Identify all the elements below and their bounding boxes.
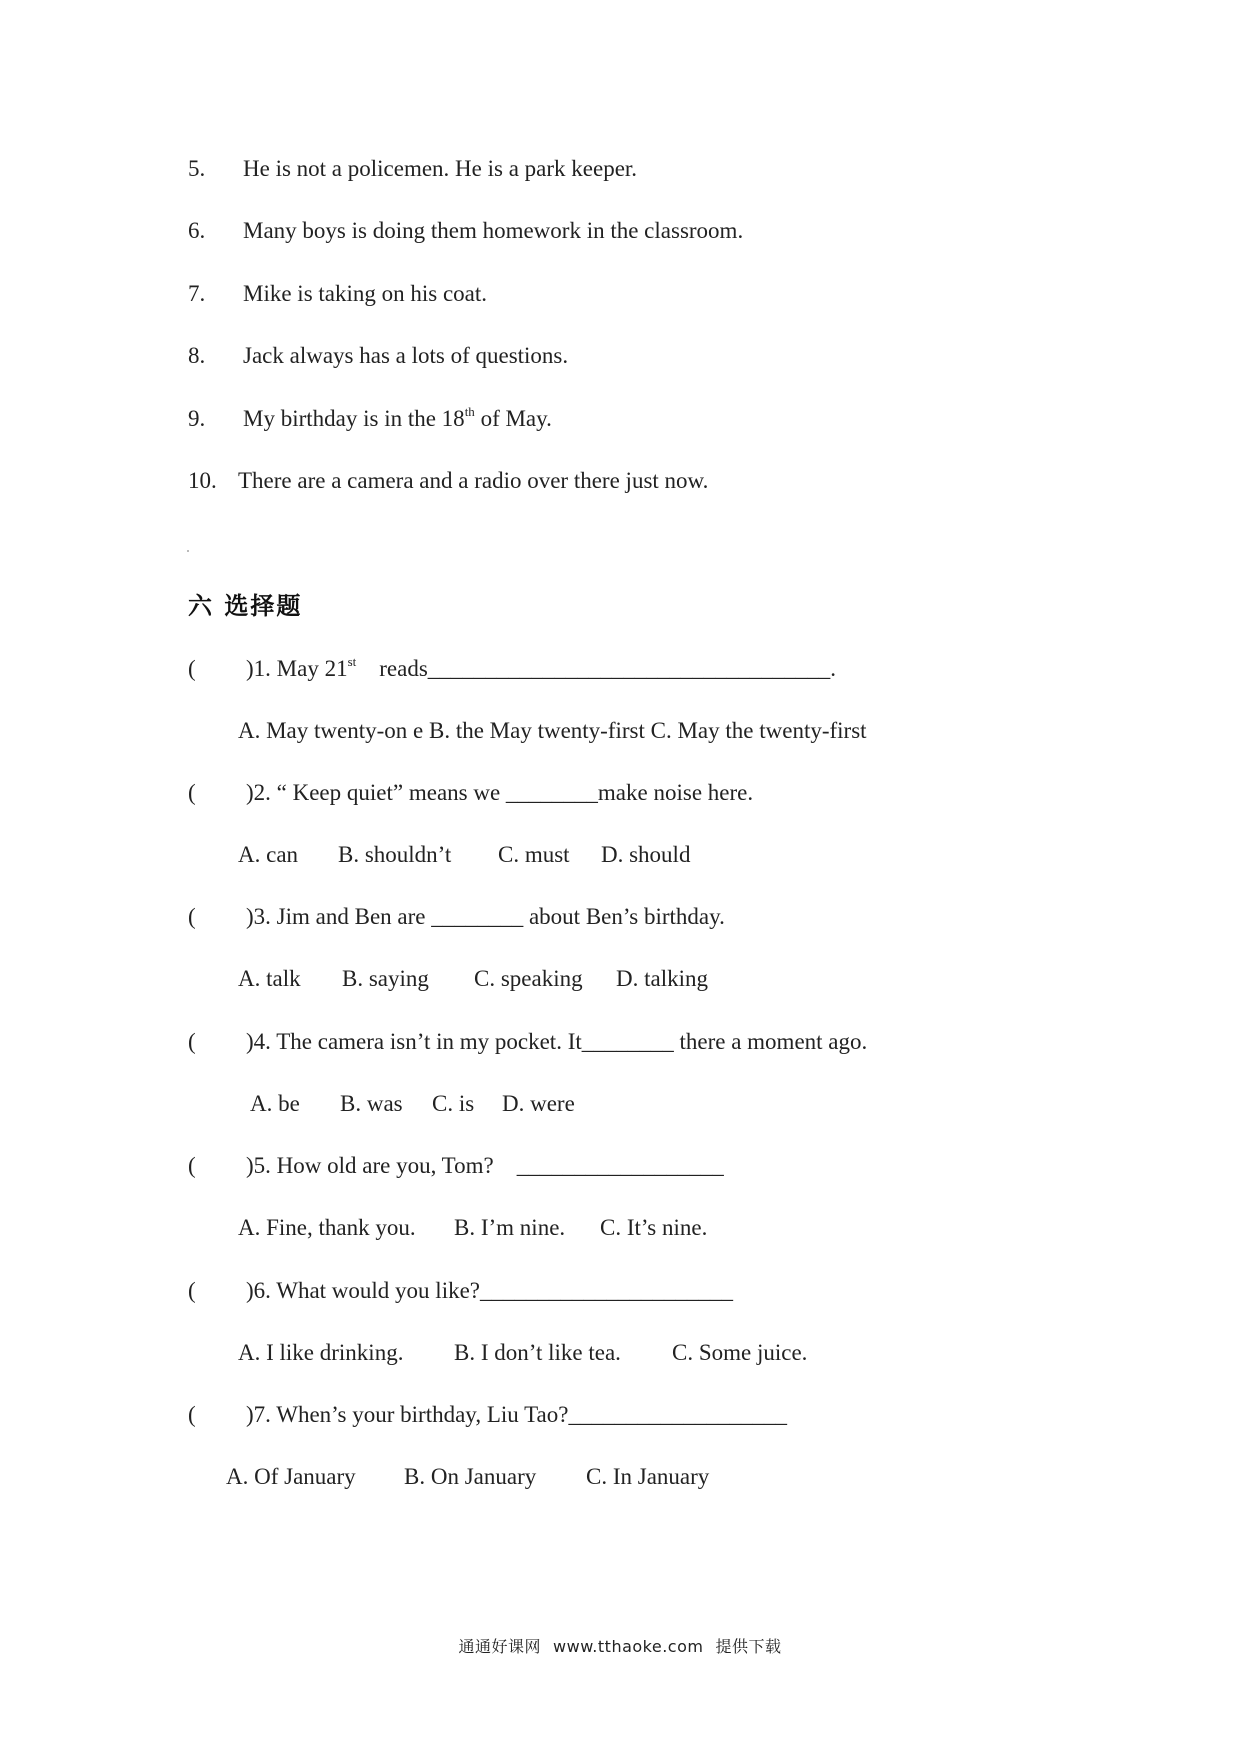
question-5 bbox=[188, 1151, 724, 1181]
footer-url[interactable]: www.tthaoke.com bbox=[553, 1637, 704, 1656]
answer-paren[interactable]: ( bbox=[188, 1402, 196, 1427]
item-text-pre: My birthday is in the 18 bbox=[243, 406, 465, 431]
question-7-options bbox=[226, 1462, 709, 1492]
question-text: )4. The camera isn’t in my pocket. It________ there a moment ago. bbox=[246, 1029, 868, 1054]
item-number: 10. bbox=[188, 468, 217, 493]
item-text bbox=[243, 404, 552, 434]
option-c: C. speaking bbox=[474, 966, 583, 991]
option-a: A. May twenty-on e B. the May twenty-first C. May the twenty-first bbox=[238, 718, 867, 743]
question-2-options bbox=[238, 840, 690, 870]
question-6-options bbox=[238, 1338, 807, 1368]
answer-paren[interactable]: ( bbox=[188, 904, 196, 929]
item-text: Many boys is doing them homework in the classroom. bbox=[243, 218, 744, 243]
question-text: )3. Jim and Ben are ________ about Ben’s birthday. bbox=[246, 904, 725, 929]
item-number: 5. bbox=[188, 156, 206, 181]
footer-suffix: 提供下载 bbox=[715, 1637, 782, 1656]
option-b: B. was bbox=[340, 1091, 403, 1116]
option-d: D. should bbox=[601, 842, 691, 867]
item-number: 8. bbox=[188, 343, 206, 368]
option-c: C. must bbox=[498, 842, 570, 867]
option-c: C. is bbox=[432, 1091, 475, 1116]
page-footer bbox=[0, 1634, 1240, 1657]
option-c: C. In January bbox=[586, 1464, 710, 1489]
option-a: A. Fine, thank you. bbox=[238, 1215, 416, 1240]
question-text-pre: )1. May 21 bbox=[246, 656, 348, 681]
question-3-options bbox=[238, 964, 708, 994]
item-number: 9. bbox=[188, 406, 206, 431]
question-1-options bbox=[238, 716, 867, 746]
item-text: There are a camera and a radio over there just now. bbox=[238, 468, 709, 493]
item-text: Jack always has a lots of questions. bbox=[243, 343, 569, 368]
option-a: A. can bbox=[238, 842, 299, 867]
option-b: B. shouldn’t bbox=[338, 842, 452, 867]
question-text: )2. “ Keep quiet” means we ________make noise here. bbox=[246, 780, 754, 805]
option-d: D. were bbox=[502, 1091, 575, 1116]
question-text: )7. When’s your birthday, Liu Tao?___________________ bbox=[246, 1402, 787, 1427]
ordinal-suffix: st bbox=[347, 654, 357, 669]
option-c: C. It’s nine. bbox=[600, 1215, 708, 1240]
question-1 bbox=[188, 654, 836, 684]
answer-paren[interactable]: ( bbox=[188, 1278, 196, 1303]
question-7 bbox=[188, 1400, 787, 1430]
question-6 bbox=[188, 1276, 733, 1306]
option-a: A. Of January bbox=[226, 1464, 356, 1489]
option-b: B. I don’t like tea. bbox=[454, 1340, 621, 1365]
item-number: 6. bbox=[188, 218, 206, 243]
question-text-post: reads___________________________________. bbox=[356, 656, 837, 681]
item-text: Mike is taking on his coat. bbox=[243, 281, 488, 306]
item-text-post: of May. bbox=[474, 406, 552, 431]
question-text: )6. What would you like?______________________ bbox=[246, 1278, 733, 1303]
ordinal-suffix: th bbox=[464, 404, 475, 419]
option-d: D. talking bbox=[616, 966, 708, 991]
item-number: 7. bbox=[188, 281, 206, 306]
question-2 bbox=[188, 778, 753, 808]
question-4-options bbox=[250, 1089, 575, 1119]
option-c: C. Some juice. bbox=[672, 1340, 808, 1365]
option-b: B. saying bbox=[342, 966, 429, 991]
answer-paren[interactable]: ( bbox=[188, 656, 196, 681]
footer-site-name: 通通好课网 bbox=[458, 1637, 542, 1656]
option-b: B. On January bbox=[404, 1464, 537, 1489]
option-a: A. be bbox=[250, 1091, 300, 1116]
question-text: )5. How old are you, Tom? __________________ bbox=[246, 1153, 724, 1178]
question-5-options bbox=[238, 1213, 707, 1243]
option-a: A. I like drinking. bbox=[238, 1340, 404, 1365]
question-3 bbox=[188, 902, 725, 932]
section-title: 六 选择题 bbox=[188, 592, 303, 620]
option-a: A. talk bbox=[238, 966, 301, 991]
question-4 bbox=[188, 1027, 867, 1057]
answer-paren[interactable]: ( bbox=[188, 780, 196, 805]
answer-paren[interactable]: ( bbox=[188, 1153, 196, 1178]
stray-dot bbox=[187, 550, 189, 552]
item-text: He is not a policemen. He is a park keeper. bbox=[243, 156, 638, 181]
option-b: B. I’m nine. bbox=[454, 1215, 566, 1240]
answer-paren[interactable]: ( bbox=[188, 1029, 196, 1054]
